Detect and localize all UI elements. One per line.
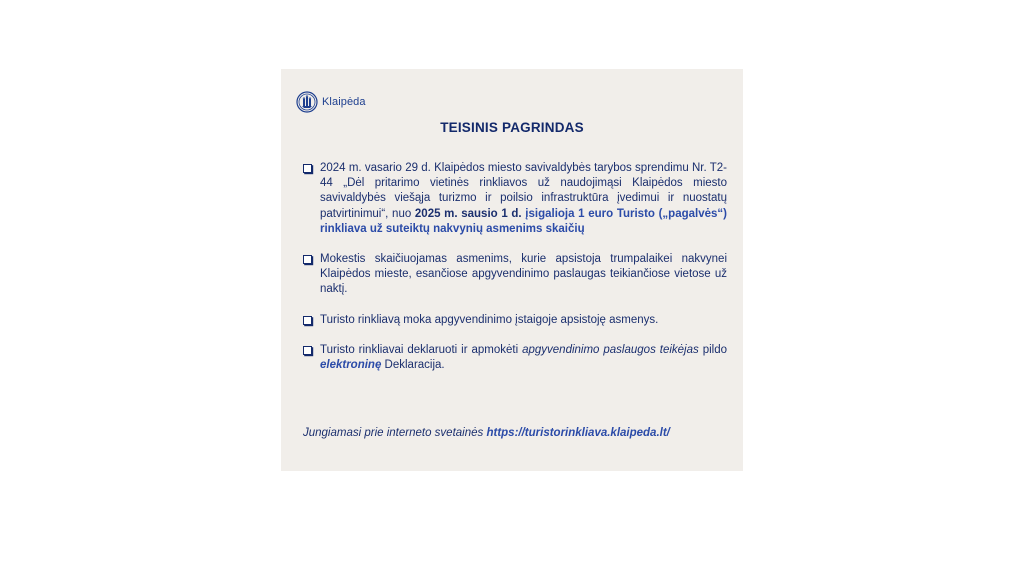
list-item <box>303 343 727 373</box>
checkbox-bullet-icon <box>303 346 312 355</box>
slide <box>281 69 743 471</box>
klaipeda-logo <box>296 91 366 113</box>
bullet-list <box>303 161 727 373</box>
logo-text: Klaipėda <box>322 96 366 108</box>
list-item <box>303 252 727 298</box>
list-item-text: Turisto rinkliavą moka apgyvendinimo įstaigoje apsistoję asmenys. <box>320 313 659 326</box>
list-item-text: Turisto rinkliavai deklaruoti ir apmokėti apgyvendinimo paslaugos teikėjas pildo elektroninę Deklaracija. <box>320 343 728 372</box>
checkbox-bullet-icon <box>303 316 312 325</box>
footer-note <box>303 427 670 439</box>
website-link[interactable]: https://turistorinkliava.klaipeda.lt/ <box>486 427 670 439</box>
list-item <box>303 313 727 328</box>
city-emblem-icon <box>296 91 318 113</box>
page-title: TEISINIS PAGRINDAS <box>440 120 584 135</box>
list-item <box>303 161 727 237</box>
list-item-text: Mokestis skaičiuojamas asmenims, kurie apsistoja trumpalaikei nakvynei Klaipėdos mieste, esančiose apgyvendinimo paslaugas teikiančiose vietose už naktį. <box>320 253 727 296</box>
checkbox-bullet-icon <box>303 255 312 264</box>
checkbox-bullet-icon <box>303 164 312 173</box>
footer-text: Jungiamasi prie interneto svetainės <box>303 427 487 439</box>
list-item-text: 2024 m. vasario 29 d. Klaipėdos miesto savivaldybės tarybos sprendimu Nr. T2-44 „Dėl pritarimo vietinės rinkliavos už naudojimąsi Klaipėdos miesto savivaldybės viešąja turizmo ir poilsio infrastruktūra įvedimui ir nuostatų patvirtinimui“, nuo 2025 m. sausio 1 d. įsigalioja 1 euro Turisto („pagalvės“) rinkliava už suteiktų nakvynių asmenims skaičių <box>320 162 727 235</box>
